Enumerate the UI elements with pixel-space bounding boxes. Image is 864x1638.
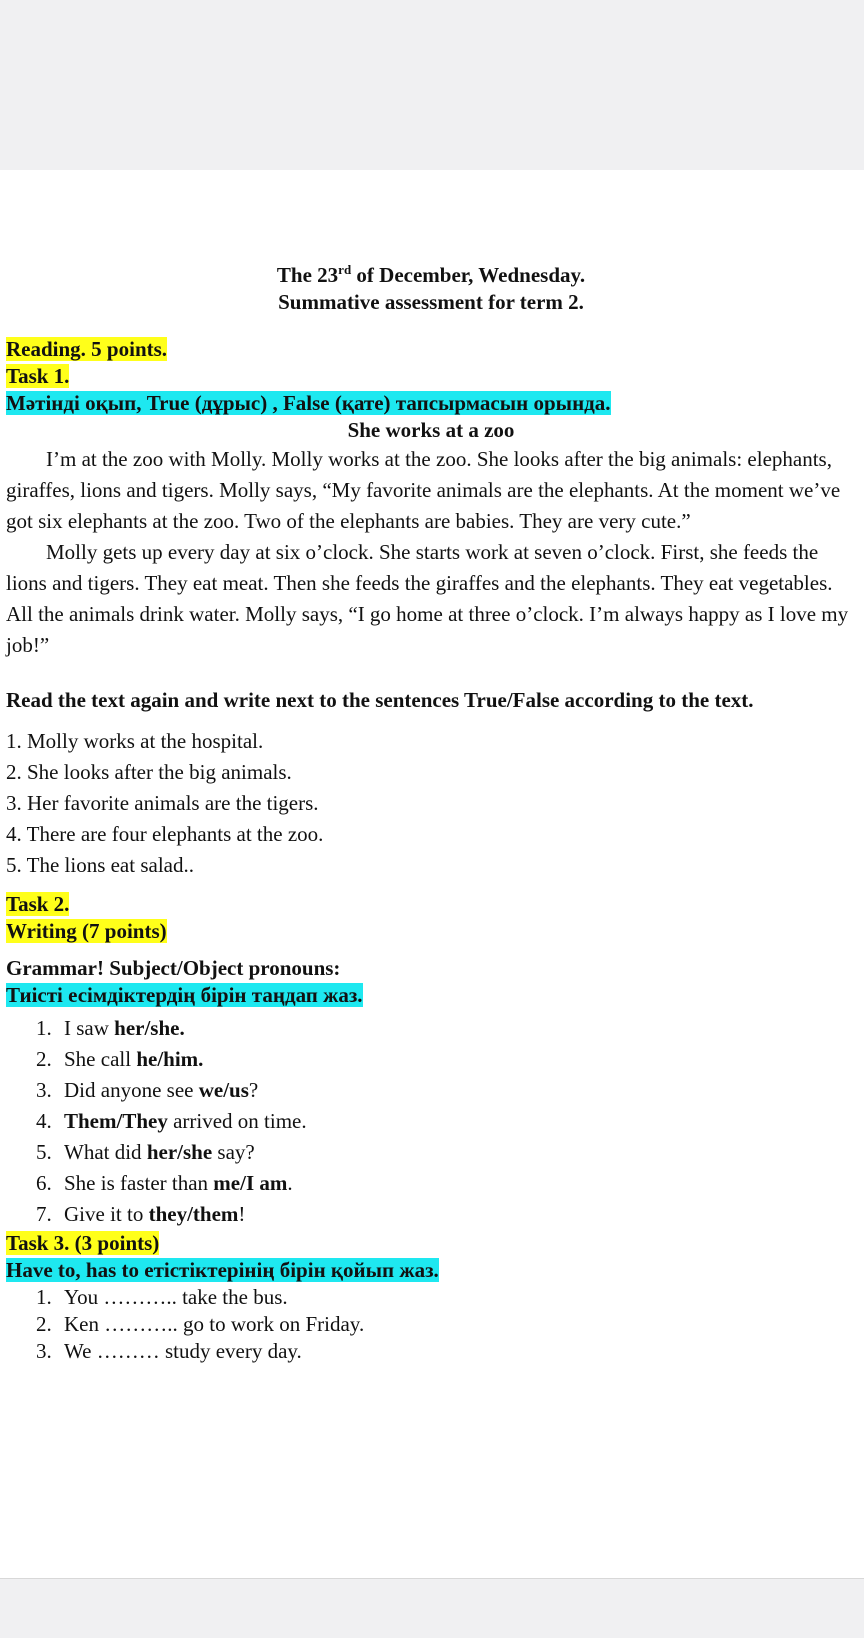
document-content (6, 262, 856, 1365)
task2-section: Writing (7 points) (6, 919, 167, 943)
statement-item: 3. Her favorite animals are the tigers. (6, 791, 319, 815)
exercise-item: 6. She is faster than me/I am. (36, 1171, 293, 1195)
statement-item: 5. The lions eat salad.. (6, 853, 194, 877)
exercise-item: 4. Them/They arrived on time. (36, 1109, 307, 1133)
task3-instruction: Have to, has to етістіктерінің бірін қойып жаз. (6, 1258, 439, 1282)
story-paragraph-1: I’m at the zoo with Molly. Molly works at the zoo. She looks after the big animals: elephants, giraffes, lions and tigers. Molly says, “My favorite animals are the elephants. At the moment we’ve got six elephants at the zoo. Two of the elephants are babies. They are very cute.” (6, 447, 841, 533)
statement-item: 2. She looks after the big animals. (6, 760, 292, 784)
exercise-item: 1. You ……….. take the bus. (36, 1285, 288, 1309)
grammar-title: Grammar! Subject/Object pronouns: (6, 956, 341, 980)
task2-instruction: Тиісті есімдіктердің бірін таңдап жаз. (6, 983, 363, 1007)
task3-label: Task 3. (3 points) (6, 1231, 160, 1255)
exercise-item: 7. Give it to they/them! (36, 1202, 246, 1226)
have-to-exercise-list (6, 1284, 856, 1365)
pronoun-exercise-list (6, 1013, 856, 1230)
question-prompt: Read the text again and write next to the sentences True/False according to the text. (6, 688, 754, 712)
statement-item: 4. There are four elephants at the zoo. (6, 822, 324, 846)
exercise-item: 3. We ……… study every day. (36, 1339, 302, 1363)
task1-instruction: Мәтінді оқып, True (дұрыс) , False (қате) тапсырмасын орында. (6, 391, 611, 415)
statement-list (6, 726, 856, 881)
exercise-item: 2. Ken ……….. go to work on Friday. (36, 1312, 365, 1336)
assessment-title: Summative assessment for term 2. (278, 290, 584, 314)
exercise-item: 2. She call he/him. (36, 1047, 204, 1071)
exercise-item: 3. Did anyone see we/us? (36, 1078, 259, 1102)
task1-label: Task 1. (6, 364, 70, 388)
statement-item: 1. Molly works at the hospital. (6, 729, 264, 753)
reading-heading: Reading. 5 points. (6, 337, 168, 361)
exercise-item: 1. I saw her/she. (36, 1016, 185, 1040)
document-page (0, 170, 864, 1579)
exercise-item: 5. What did her/she say? (36, 1140, 255, 1164)
task2-label: Task 2. (6, 892, 70, 916)
story-title: She works at a zoo (347, 418, 515, 442)
story-paragraph-2: Molly gets up every day at six o’clock. She starts work at seven o’clock. First, she feeds the lions and tigers. They eat meat. Then she feeds the giraffes and the elephants. They eat vegetables. All the animals drink water. Molly says, “I go home at three o’clock. I’m always happy as I love my job!” (6, 540, 849, 657)
date-heading: The 23rd of December, Wednesday. (276, 262, 586, 287)
